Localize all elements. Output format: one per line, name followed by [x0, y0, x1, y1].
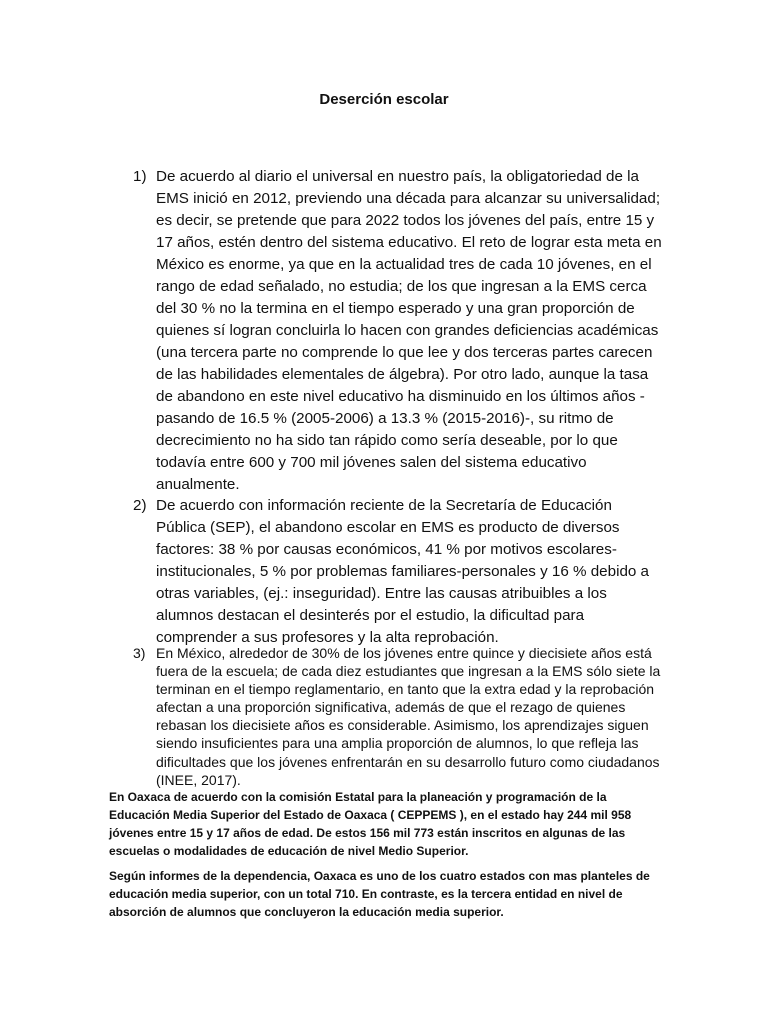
- list-item-number: 2): [133, 497, 147, 514]
- document-title: Deserción escolar: [319, 91, 449, 108]
- paragraph-oaxaca-planteles: Según informes de la dependencia, Oaxaca es uno de los cuatro estados con mas planteles de educación media superior, con un total 710. En contraste, es la tercera entidad en nivel de absorción de alumnos que concluyeron la educación media superior.: [109, 869, 650, 919]
- list-item-number: 1): [133, 168, 147, 185]
- list-item-text: En México, alrededor de 30% de los jóvenes entre quince y diecisiete años está fuera de la escuela; de cada diez estudiantes que ingresan a la EMS sólo siete la terminan en el tiempo reglamentario, en tanto que la extra edad y la reprobación afectan a una proporción significativa, además de que el rezago de quienes rebasan los diecisiete años es considerable. Asimismo, los aprendizajes siguen siendo insuficientes para una amplia proporción de alumnos, lo que refleja las dificultades que los jóvenes enfrentarán en su desarrollo futuro como ciudadanos (INEE, 2017).: [156, 645, 661, 788]
- list-item-text: De acuerdo al diario el universal en nuestro país, la obligatoriedad de la EMS inició en 2012, previendo una década para alcanzar su universalidad; es decir, se pretende que para 2022 todos los jóvenes del país, entre 15 y 17 años, estén dentro del sistema educativo. El reto de lograr esta meta en México es enorme, ya que en la actualidad tres de cada 10 jóvenes, en el rango de edad señalado, no estudia; de los que ingresan a la EMS cerca del 30 % no la termina en el tiempo esperado y una gran proporción de quienes sí logran concluirla lo hacen con grandes deficiencias académicas (una tercera parte no comprende lo que lee y dos terceras partes carecen de las habilidades elementales de álgebra). Por otro lado, aunque la tasa de abandono en este nivel educativo ha disminuido en los últimos años -pasando de 16.5 % (2005-2006) a 13.3 % (2015-2016)-, su ritmo de decrecimiento no ha sido tan rápido como sería deseable, por lo que todavía entre 600 y 700 mil jóvenes salen del sistema educativo anualmente.: [156, 168, 662, 493]
- paragraph-oaxaca-ceppems: En Oaxaca de acuerdo con la comisión Estatal para la planeación y programación de la Educación Media Superior del Estado de Oaxaca ( CEPPEMS ), en el estado hay 244 mil 958 jóvenes entre 15 y 17 años de edad. De estos 156 mil 773 están inscritos en algunas de las escuelas o modalidades de educación de nivel Medio Superior.: [109, 790, 632, 858]
- list-item-text: De acuerdo con información reciente de la Secretaría de Educación Pública (SEP), el abandono escolar en EMS es producto de diversos factores: 38 % por causas económicos, 41 % por motivos escolares-institucionales, 5 % por problemas familiares-personales y 16 % debido a otras variables, (ej.: inseguridad). Entre las causas atribuibles a los alumnos destacan el desinterés por el estudio, la dificultad para comprender a sus profesores y la alta reprobación.: [156, 497, 650, 646]
- list-item-number: 3): [133, 645, 146, 661]
